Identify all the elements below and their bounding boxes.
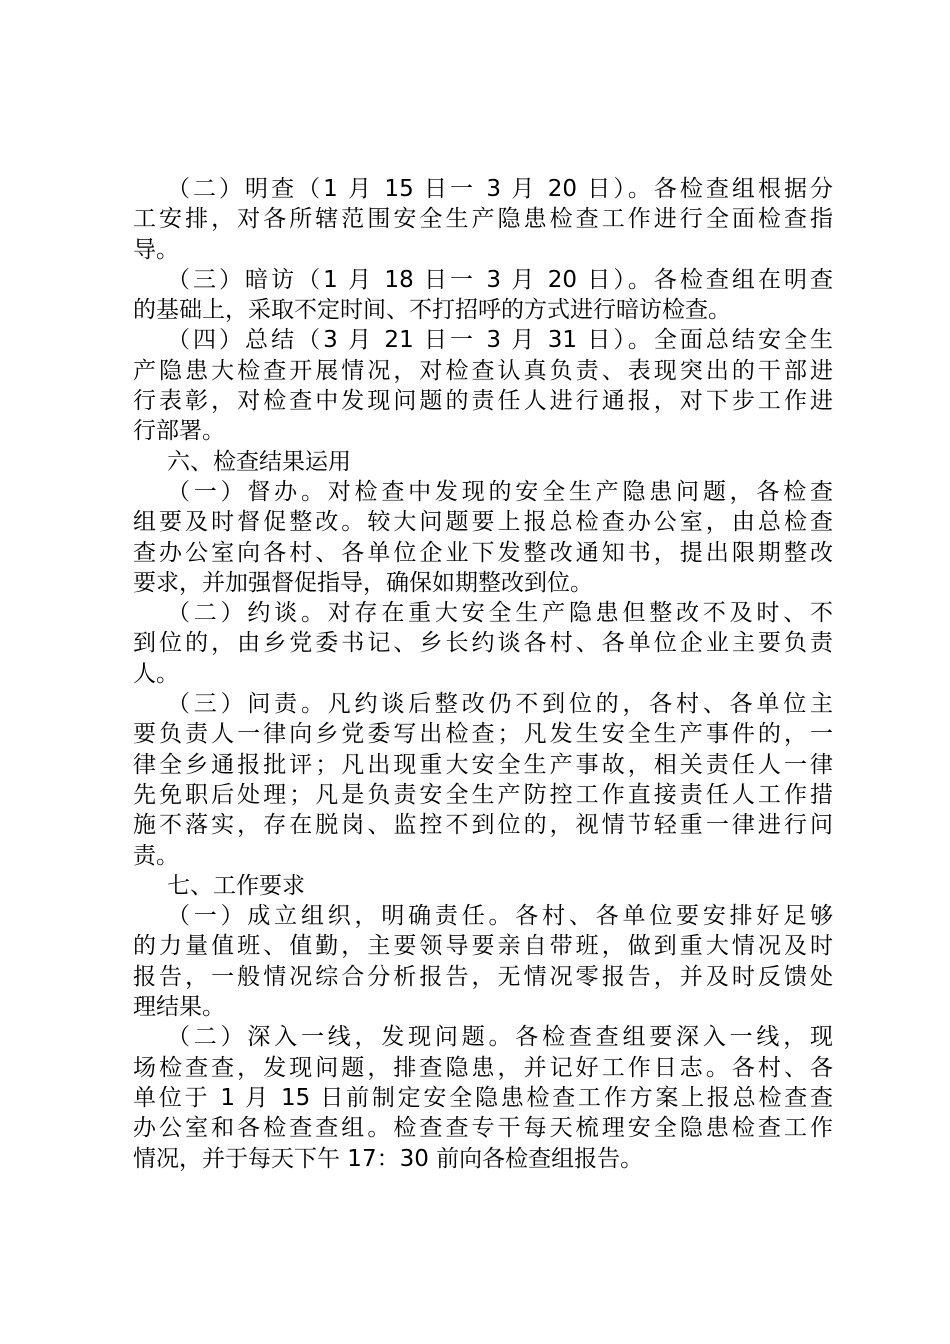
- text-line: 的基础上，采取不定时间、不打招呼的方式进行暗访检查。: [133, 297, 731, 324]
- text-line: 七、工作要求: [167, 872, 305, 899]
- text-line: 行部署。: [133, 418, 225, 445]
- text-line: 行表彰，对检查中发现问题的责任人进行通报，对下步工作进: [133, 388, 833, 415]
- text-line: （三）问责。凡约谈后整改仍不到位的，各村、各单位主: [167, 691, 833, 718]
- text-line: 办公室和各检查查组。检查查专干每天梳理安全隐患检查工作: [133, 1115, 833, 1142]
- text-line: 施不落实，存在脱岗、监控不到位的，视情节轻重一律进行问: [133, 812, 833, 839]
- document-body: [133, 174, 833, 1174]
- text-line: （四）总结（3 月 21 日一 3 月 31 日）。全面总结安全生: [167, 327, 833, 354]
- text-line: 责。: [133, 842, 179, 869]
- text-line: 导。: [133, 236, 179, 263]
- text-line: 要求，并加强督促指导，确保如期整改到位。: [133, 569, 593, 596]
- text-line: 的力量值班、值勤，主要领导要亲自带班，做到重大情况及时: [133, 933, 833, 960]
- text-line: 理结果。: [133, 994, 225, 1021]
- text-line: 查办公室向各村、各单位企业下发整改通知书，提出限期整改: [133, 539, 833, 566]
- text-line: 六、检查结果运用: [167, 448, 351, 475]
- text-line: 组要及时督促整改。较大问题要上报总检查办公室，由总检查: [133, 509, 833, 536]
- text-line: （一）成立组织，明确责任。各村、各单位要安排好足够: [167, 903, 833, 930]
- text-line: 先免职后处理；凡是负责安全生产防控工作直接责任人工作措: [133, 781, 833, 808]
- text-line: （三）暗访（1 月 18 日一 3 月 20 日）。各检查组在明查: [167, 266, 833, 293]
- text-line: （二）约谈。对存在重大安全生产隐患但整改不及时、不: [167, 600, 833, 627]
- text-line: 人。: [133, 660, 179, 687]
- text-line: （二）深入一线，发现问题。各检查查组要深入一线，现: [167, 1024, 833, 1051]
- text-line: 产隐患大检查开展情况，对检查认真负责、表现突出的干部进: [133, 357, 833, 384]
- text-line: 情况，并于每天下午 17：30 前向各检查组报告。: [133, 1145, 644, 1172]
- text-line: 要负责人一律向乡党委写出检查；凡发生安全生产事件的，一: [133, 721, 833, 748]
- text-line: 单位于 1 月 15 日前制定安全隐患检查工作方案上报总检查查: [133, 1084, 833, 1111]
- text-line: 报告，一般情况综合分析报告，无情况零报告，并及时反馈处: [133, 963, 833, 990]
- text-line: 律全乡通报批评；凡出现重大安全生产事故，相关责任人一律: [133, 751, 833, 778]
- text-line: 到位的，由乡党委书记、乡长约谈各村、各单位企业主要负责: [133, 630, 833, 657]
- text-line: 场检查查，发现问题，排查隐患，并记好工作日志。各村、各: [133, 1054, 833, 1081]
- text-line: （一）督办。对检查中发现的安全生产隐患问题，各检查: [167, 478, 833, 505]
- text-line: （二）明查（1 月 15 日一 3 月 20 日）。各检查组根据分: [167, 176, 833, 202]
- text-line: 工安排，对各所辖范围安全生产隐患检查工作进行全面检查指: [133, 206, 833, 233]
